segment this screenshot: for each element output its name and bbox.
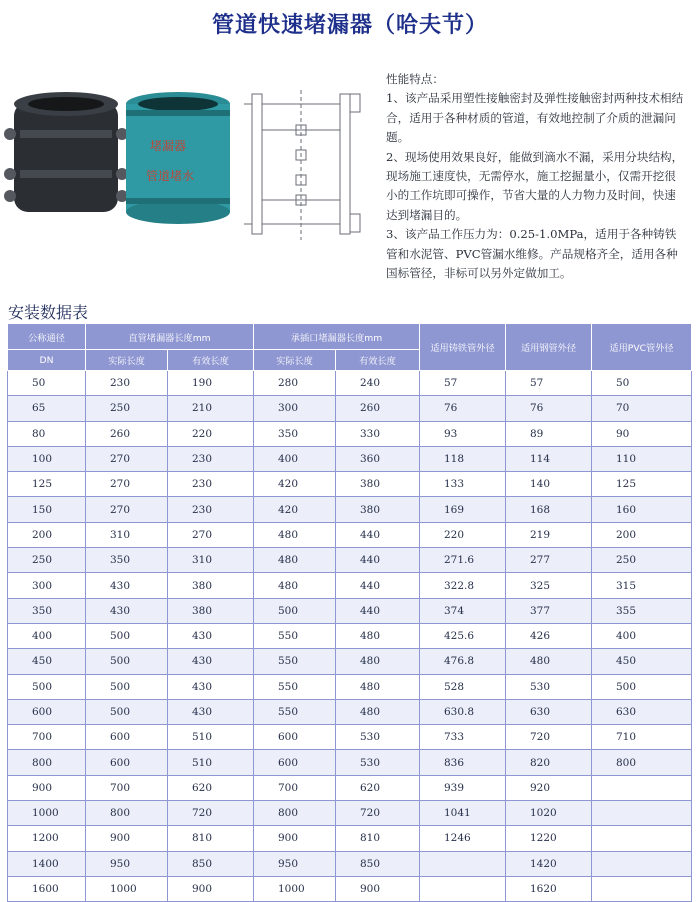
table-cell: 500 <box>86 649 168 674</box>
table-cell: 800 <box>592 750 692 775</box>
table-cell: 315 <box>592 573 692 598</box>
table-cell: 1246 <box>420 826 506 851</box>
table-row <box>8 573 692 598</box>
table-cell: 150 <box>8 497 86 522</box>
table-cell: 550 <box>254 623 336 648</box>
table-cell <box>592 826 692 851</box>
table-row <box>8 699 692 724</box>
table-cell: 50 <box>592 371 692 396</box>
table-cell: 800 <box>86 801 168 826</box>
table-cell: 240 <box>336 371 420 396</box>
table-cell: 380 <box>336 472 420 497</box>
table-cell: 550 <box>254 674 336 699</box>
table-cell: 89 <box>506 421 592 446</box>
table-row <box>8 472 692 497</box>
table-cell: 125 <box>592 472 692 497</box>
table-cell: 169 <box>420 497 506 522</box>
table-cell: 480 <box>336 674 420 699</box>
table-cell: 355 <box>592 598 692 623</box>
features-section <box>386 70 686 283</box>
table-cell: 377 <box>506 598 592 623</box>
table-body <box>8 371 692 902</box>
header-pvc-od: 适用PVC管外径 <box>592 324 692 371</box>
table-cell: 900 <box>168 876 254 901</box>
product-images <box>0 70 390 250</box>
table-cell: 430 <box>168 699 254 724</box>
table-cell: 530 <box>506 674 592 699</box>
table-cell <box>420 876 506 901</box>
table-cell: 1000 <box>254 876 336 901</box>
table-cell: 430 <box>168 674 254 699</box>
table-row <box>8 674 692 699</box>
table-cell: 168 <box>506 497 592 522</box>
table-cell: 950 <box>86 851 168 876</box>
table-cell: 950 <box>254 851 336 876</box>
header-straight-length: 直管堵漏器长度mm <box>86 324 254 350</box>
installation-data-table <box>7 323 692 902</box>
table-cell: 480 <box>336 699 420 724</box>
header-steel-od: 适用钢管外径 <box>506 324 592 371</box>
table-cell: 600 <box>254 725 336 750</box>
table-cell <box>592 851 692 876</box>
header-straight-effective: 有效长度 <box>168 350 254 371</box>
table-cell: 277 <box>506 548 592 573</box>
header-socket-actual: 实际长度 <box>254 350 336 371</box>
table-cell: 325 <box>506 573 592 598</box>
table-cell: 900 <box>86 826 168 851</box>
table-cell: 476.8 <box>420 649 506 674</box>
table-row <box>8 421 692 446</box>
table-row <box>8 548 692 573</box>
table-cell: 500 <box>86 699 168 724</box>
table-cell: 219 <box>506 522 592 547</box>
table-cell: 510 <box>168 725 254 750</box>
header-straight-actual: 实际长度 <box>86 350 168 371</box>
table-cell: 1420 <box>506 851 592 876</box>
black-repair-clamp-image <box>4 92 128 212</box>
table-cell: 1020 <box>506 801 592 826</box>
table-row <box>8 371 692 396</box>
table-cell: 230 <box>86 371 168 396</box>
table-cell: 820 <box>506 750 592 775</box>
table-cell: 720 <box>336 801 420 826</box>
table-cell: 430 <box>168 649 254 674</box>
table-cell: 133 <box>420 472 506 497</box>
table-cell: 700 <box>86 775 168 800</box>
table-cell: 720 <box>506 725 592 750</box>
table-cell: 710 <box>592 725 692 750</box>
table-cell: 114 <box>506 446 592 471</box>
table-cell: 900 <box>254 826 336 851</box>
features-heading: 性能特点： <box>386 72 444 86</box>
table-cell: 260 <box>86 421 168 446</box>
table-cell: 118 <box>420 446 506 471</box>
table-cell: 350 <box>86 548 168 573</box>
table-cell <box>592 801 692 826</box>
feature-item-3: 3、该产品工作压力为：0.25-1.0MPa，适用于各种铸铁管和水泥管、PVC管漏水维修。产品规格齐全，适用各种国标管径，非标可以另外定做加工。 <box>386 227 678 281</box>
table-cell: 620 <box>168 775 254 800</box>
table-cell: 1620 <box>506 876 592 901</box>
table-cell: 374 <box>420 598 506 623</box>
table-cell: 190 <box>168 371 254 396</box>
table-cell: 360 <box>336 446 420 471</box>
table-cell: 220 <box>168 421 254 446</box>
table-cell: 440 <box>336 598 420 623</box>
table-cell: 270 <box>86 497 168 522</box>
feature-item-1: 1、该产品采用塑性接触密封及弹性接触密封两种技术相结合，适用于各种材质的管道，有效地控制了介质的泄漏问题。 <box>386 91 684 145</box>
table-cell: 125 <box>8 472 86 497</box>
table-cell: 920 <box>506 775 592 800</box>
table-cell: 380 <box>168 598 254 623</box>
table-cell: 528 <box>420 674 506 699</box>
table-cell: 800 <box>254 801 336 826</box>
product-label-bottom: 管道堵水 <box>146 169 195 183</box>
table-cell: 440 <box>336 548 420 573</box>
table-cell: 500 <box>86 674 168 699</box>
table-cell: 1220 <box>506 826 592 851</box>
table-cell: 65 <box>8 396 86 421</box>
table-cell: 310 <box>168 548 254 573</box>
table-row <box>8 598 692 623</box>
table-cell: 230 <box>168 472 254 497</box>
table-cell: 440 <box>336 573 420 598</box>
table-cell: 271.6 <box>420 548 506 573</box>
table-cell: 800 <box>8 750 86 775</box>
header-dn: 公称通径 <box>8 324 86 350</box>
table-cell: 430 <box>168 623 254 648</box>
table-cell: 600 <box>86 750 168 775</box>
table-cell: 1000 <box>8 801 86 826</box>
table-cell: 160 <box>592 497 692 522</box>
table-cell: 600 <box>8 699 86 724</box>
table-cell: 480 <box>254 522 336 547</box>
table-cell: 270 <box>86 472 168 497</box>
feature-item-2: 2、现场使用效果良好，能做到滴水不漏，采用分块结构，现场施工速度快，无需停水，施工挖掘量小，仅需开挖很小的工作坑即可操作，节省大量的人力物力及时间，快速达到堵漏目的。 <box>386 149 684 222</box>
table-cell: 270 <box>168 522 254 547</box>
table-row <box>8 775 692 800</box>
table-cell: 140 <box>506 472 592 497</box>
table-cell: 810 <box>336 826 420 851</box>
table-cell: 430 <box>86 573 168 598</box>
teal-repair-clamp-image <box>126 92 230 224</box>
table-cell: 90 <box>592 421 692 446</box>
table-row <box>8 623 692 648</box>
table-row <box>8 649 692 674</box>
product-label-top: 堵漏器 <box>150 139 187 153</box>
table-cell: 400 <box>8 623 86 648</box>
table-cell: 270 <box>86 446 168 471</box>
table-cell: 550 <box>254 699 336 724</box>
table-cell: 700 <box>254 775 336 800</box>
table-cell: 733 <box>420 725 506 750</box>
table-cell: 310 <box>86 522 168 547</box>
table-row <box>8 851 692 876</box>
page-title: 管道快速堵漏器（哈夫节） <box>211 13 488 38</box>
table-cell: 322.8 <box>420 573 506 598</box>
table-cell: 100 <box>8 446 86 471</box>
header-socket-effective: 有效长度 <box>336 350 420 371</box>
table-cell: 220 <box>420 522 506 547</box>
table-cell: 530 <box>336 725 420 750</box>
table-cell: 480 <box>254 573 336 598</box>
table-row <box>8 446 692 471</box>
table-cell: 530 <box>336 750 420 775</box>
table-cell: 300 <box>8 573 86 598</box>
table-cell: 430 <box>86 598 168 623</box>
table-cell: 210 <box>168 396 254 421</box>
table-cell: 480 <box>506 649 592 674</box>
table-cell: 1200 <box>8 826 86 851</box>
table-cell: 500 <box>8 674 86 699</box>
table-cell: 380 <box>336 497 420 522</box>
product-illustrations <box>0 70 390 250</box>
table-cell: 70 <box>592 396 692 421</box>
table-cell: 450 <box>8 649 86 674</box>
table-cell: 500 <box>592 674 692 699</box>
table-row <box>8 725 692 750</box>
table-cell: 630 <box>592 699 692 724</box>
table-cell <box>420 851 506 876</box>
table-cell: 836 <box>420 750 506 775</box>
section-title: 安装数据表 <box>8 303 89 322</box>
table-row <box>8 522 692 547</box>
table-cell: 450 <box>592 649 692 674</box>
table-cell: 1000 <box>86 876 168 901</box>
table-cell: 200 <box>592 522 692 547</box>
table-cell: 620 <box>336 775 420 800</box>
table-cell: 57 <box>506 371 592 396</box>
table-cell: 76 <box>420 396 506 421</box>
table-cell: 57 <box>420 371 506 396</box>
table-cell: 380 <box>168 573 254 598</box>
table-cell: 260 <box>336 396 420 421</box>
table-cell: 510 <box>168 750 254 775</box>
table-cell: 600 <box>254 750 336 775</box>
table-cell: 630.8 <box>420 699 506 724</box>
table-cell: 93 <box>420 421 506 446</box>
table-cell: 850 <box>168 851 254 876</box>
table-cell: 1041 <box>420 801 506 826</box>
table-cell <box>592 876 692 901</box>
table-cell: 630 <box>506 699 592 724</box>
table-cell: 480 <box>254 548 336 573</box>
table-cell: 300 <box>254 396 336 421</box>
table-cell: 400 <box>592 623 692 648</box>
table-cell: 280 <box>254 371 336 396</box>
table-cell: 1400 <box>8 851 86 876</box>
table-cell: 480 <box>336 649 420 674</box>
table-cell: 420 <box>254 472 336 497</box>
table-cell: 250 <box>592 548 692 573</box>
table-cell: 500 <box>86 623 168 648</box>
table-cell: 500 <box>254 598 336 623</box>
table-cell: 420 <box>254 497 336 522</box>
table-row <box>8 876 692 901</box>
table-cell: 550 <box>254 649 336 674</box>
table-cell: 330 <box>336 421 420 446</box>
table-cell <box>592 775 692 800</box>
table-row <box>8 497 692 522</box>
header-socket-length: 承插口堵漏器长度mm <box>254 324 420 350</box>
table-cell: 700 <box>8 725 86 750</box>
table-cell: 440 <box>336 522 420 547</box>
table-cell: 900 <box>336 876 420 901</box>
table-row <box>8 750 692 775</box>
table-cell: 939 <box>420 775 506 800</box>
table-row <box>8 801 692 826</box>
table-cell: 426 <box>506 623 592 648</box>
table-cell: 425.6 <box>420 623 506 648</box>
table-cell: 80 <box>8 421 86 446</box>
table-cell: 1600 <box>8 876 86 901</box>
table-row <box>8 826 692 851</box>
table-cell: 600 <box>86 725 168 750</box>
table-cell: 480 <box>336 623 420 648</box>
header-dn-unit: DN <box>8 350 86 371</box>
table-cell: 200 <box>8 522 86 547</box>
table-cell: 250 <box>8 548 86 573</box>
table-cell: 230 <box>168 446 254 471</box>
table-cell: 250 <box>86 396 168 421</box>
table-cell: 110 <box>592 446 692 471</box>
table-cell: 350 <box>8 598 86 623</box>
table-cell: 76 <box>506 396 592 421</box>
header-cast-iron-od: 适用铸铁管外径 <box>420 324 506 371</box>
table-cell: 230 <box>168 497 254 522</box>
table-cell: 50 <box>8 371 86 396</box>
table-cell: 810 <box>168 826 254 851</box>
technical-drawing <box>244 90 360 240</box>
table-row <box>8 396 692 421</box>
table-cell: 900 <box>8 775 86 800</box>
table-cell: 350 <box>254 421 336 446</box>
table-cell: 720 <box>168 801 254 826</box>
table-cell: 400 <box>254 446 336 471</box>
table-cell: 850 <box>336 851 420 876</box>
